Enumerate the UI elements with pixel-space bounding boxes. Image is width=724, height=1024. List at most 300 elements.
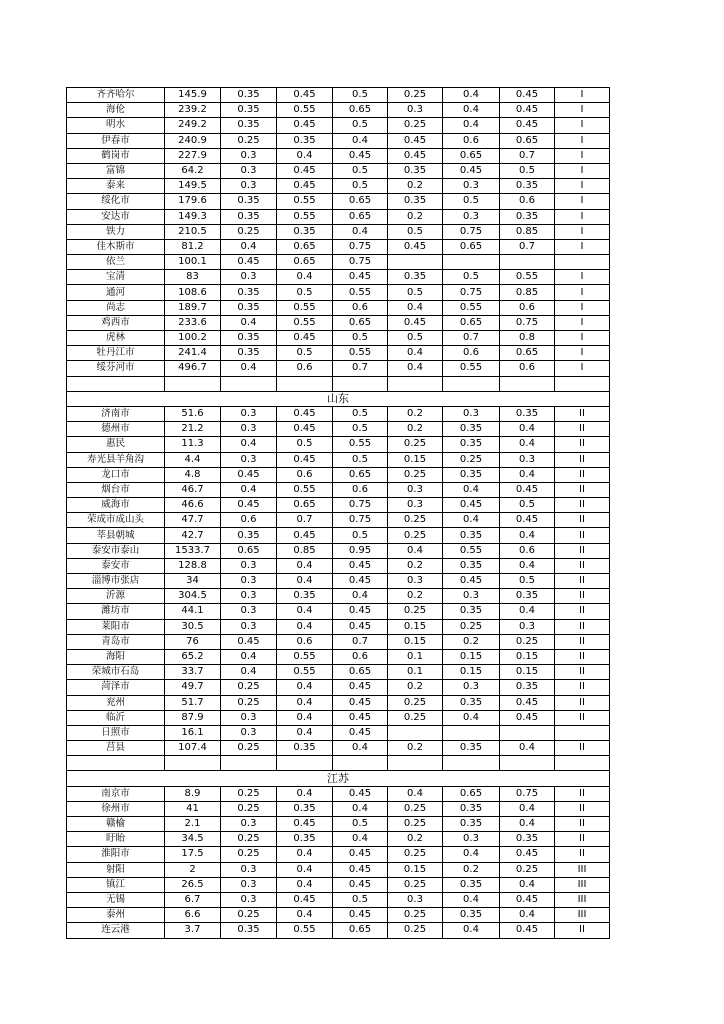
table-cell: 227.9 (165, 148, 221, 163)
table-row (67, 406, 610, 421)
table-cell: 0.3 (221, 422, 277, 437)
table-cell: 0.25 (388, 877, 443, 892)
table-cell: II (555, 406, 610, 421)
table-cell: 0.4 (333, 589, 388, 604)
table-cell: 0.2 (388, 558, 443, 573)
table-cell: 0.55 (277, 103, 333, 118)
table-cell: I (555, 361, 610, 376)
table-row (67, 725, 610, 740)
table-cell: 0.4 (221, 482, 277, 497)
table-cell: 189.7 (165, 300, 221, 315)
table-cell: I (555, 163, 610, 178)
table-cell: 0.5 (388, 285, 443, 300)
table-cell: 0.4 (221, 239, 277, 254)
table-cell: 0.45 (500, 118, 555, 133)
table-cell: 0.35 (221, 923, 277, 938)
table-cell: 249.2 (165, 118, 221, 133)
table-cell: 0.7 (333, 361, 388, 376)
table-cell: 0.5 (443, 194, 500, 209)
table-cell: 0.6 (277, 361, 333, 376)
table-cell: 0.4 (500, 801, 555, 816)
table-cell: 0.4 (500, 437, 555, 452)
table-cell: I (555, 103, 610, 118)
table-cell: 0.75 (333, 498, 388, 513)
table-cell: 0.65 (333, 194, 388, 209)
table-cell: 0.4 (333, 133, 388, 148)
table-cell: 0.65 (221, 543, 277, 558)
table-cell: 0.75 (333, 239, 388, 254)
table-cell: 0.35 (443, 437, 500, 452)
table-cell: 0.3 (443, 209, 500, 224)
table-row (67, 710, 610, 725)
table-cell: 0.6 (500, 361, 555, 376)
table-cell: 65.2 (165, 649, 221, 664)
table-row (67, 634, 610, 649)
table-cell: 0.25 (221, 801, 277, 816)
station-name-cell: 依兰 (67, 255, 165, 270)
table-cell: 0.25 (443, 452, 500, 467)
table-cell: 0.25 (500, 862, 555, 877)
table-cell (277, 376, 333, 391)
table-cell: 149.3 (165, 209, 221, 224)
table-row (67, 437, 610, 452)
table-cell: 0.15 (443, 649, 500, 664)
table-cell: 0.7 (500, 148, 555, 163)
table-cell (555, 725, 610, 740)
station-name-cell: 齐齐哈尔 (67, 88, 165, 103)
table-cell: 0.25 (388, 695, 443, 710)
table-cell: II (555, 923, 610, 938)
station-name-cell: 惠民 (67, 437, 165, 452)
wind-snow-pressure-table (66, 87, 610, 939)
table-row (67, 619, 610, 634)
table-cell: 0.55 (333, 346, 388, 361)
table-cell: I (555, 148, 610, 163)
table-cell (443, 376, 500, 391)
table-cell: 0.85 (277, 543, 333, 558)
table-cell: 0.3 (221, 892, 277, 907)
table-cell (500, 376, 555, 391)
table-cell: 3.7 (165, 923, 221, 938)
table-cell: II (555, 498, 610, 513)
table-cell: 0.35 (443, 604, 500, 619)
table-cell: 0.5 (333, 406, 388, 421)
table-row (67, 604, 610, 619)
table-cell: II (555, 513, 610, 528)
table-cell: 0.2 (443, 862, 500, 877)
table-cell: 11.3 (165, 437, 221, 452)
station-name-cell: 海阳 (67, 649, 165, 664)
table-cell: 0.35 (221, 300, 277, 315)
table-cell: 0.5 (277, 285, 333, 300)
table-row (67, 467, 610, 482)
table-cell: 0.45 (333, 786, 388, 801)
table-cell: 0.5 (333, 452, 388, 467)
station-name-cell: 连云港 (67, 923, 165, 938)
table-cell: II (555, 422, 610, 437)
table-cell: II (555, 710, 610, 725)
table-row (67, 224, 610, 239)
table-cell: 0.3 (500, 452, 555, 467)
table-cell: 0.15 (388, 862, 443, 877)
table-cell: I (555, 300, 610, 315)
table-cell: 0.55 (277, 209, 333, 224)
table-cell: 0.4 (500, 741, 555, 756)
table-row (67, 346, 610, 361)
table-cell: 0.5 (500, 163, 555, 178)
station-name-cell: 海伦 (67, 103, 165, 118)
table-cell: 0.45 (333, 619, 388, 634)
table-cell: 0.3 (443, 406, 500, 421)
table-row (67, 786, 610, 801)
table-cell: 0.65 (277, 498, 333, 513)
station-name-cell: 淄博市张店 (67, 574, 165, 589)
table-cell: II (555, 695, 610, 710)
table-cell: 108.6 (165, 285, 221, 300)
table-cell: 2.1 (165, 817, 221, 832)
table-cell: 0.45 (221, 255, 277, 270)
table-cell: 0.45 (333, 148, 388, 163)
table-cell: 0.3 (221, 604, 277, 619)
table-cell: 0.4 (277, 270, 333, 285)
table-cell: 0.35 (388, 163, 443, 178)
table-cell: 0.7 (277, 513, 333, 528)
table-cell: 0.45 (500, 710, 555, 725)
table-cell: 0.75 (443, 224, 500, 239)
station-name-cell: 宝清 (67, 270, 165, 285)
table-cell: 0.5 (333, 179, 388, 194)
table-cell: 0.55 (500, 270, 555, 285)
table-cell: 0.25 (388, 710, 443, 725)
table-row (67, 179, 610, 194)
table-cell: 0.3 (221, 710, 277, 725)
table-cell: 496.7 (165, 361, 221, 376)
table-row (67, 331, 610, 346)
table-cell: 179.6 (165, 194, 221, 209)
table-cell: 0.45 (500, 482, 555, 497)
table-cell: 210.5 (165, 224, 221, 239)
station-name-cell: 绥芬河市 (67, 361, 165, 376)
table-cell: 0.45 (333, 604, 388, 619)
table-cell: 0.45 (333, 270, 388, 285)
station-name-cell: 赣榆 (67, 817, 165, 832)
table-cell: 0.3 (443, 832, 500, 847)
table-cell: 0.6 (500, 194, 555, 209)
station-name-cell: 虎林 (67, 331, 165, 346)
table-cell: 0.65 (443, 239, 500, 254)
table-cell: II (555, 649, 610, 664)
table-cell: 0.65 (500, 133, 555, 148)
table-cell: 0.4 (277, 680, 333, 695)
table-row (67, 680, 610, 695)
table-cell: 0.4 (277, 786, 333, 801)
table-cell: 0.4 (277, 558, 333, 573)
table-row (67, 163, 610, 178)
table-cell (443, 255, 500, 270)
table-cell: 0.35 (221, 528, 277, 543)
table-cell: 0.4 (443, 710, 500, 725)
table-cell: II (555, 634, 610, 649)
table-cell: I (555, 285, 610, 300)
table-cell: 0.95 (333, 543, 388, 558)
table-cell: 0.3 (221, 179, 277, 194)
table-cell: 0.4 (333, 741, 388, 756)
table-cell: 0.15 (443, 665, 500, 680)
table-cell: 0.4 (500, 604, 555, 619)
table-row (67, 133, 610, 148)
table-cell: 0.65 (333, 209, 388, 224)
table-cell: 0.55 (277, 300, 333, 315)
table-cell: I (555, 315, 610, 330)
table-cell: 0.5 (500, 574, 555, 589)
table-cell: 0.7 (500, 239, 555, 254)
table-cell: 0.45 (388, 239, 443, 254)
table-cell: 0.4 (277, 604, 333, 619)
table-cell: 0.45 (443, 163, 500, 178)
station-name-cell: 沂源 (67, 589, 165, 604)
table-cell (333, 756, 388, 771)
table-cell: 0.3 (221, 877, 277, 892)
table-cell: 0.6 (333, 482, 388, 497)
table-cell: 0.4 (500, 877, 555, 892)
station-name-cell: 安达市 (67, 209, 165, 224)
table-row (67, 513, 610, 528)
table-cell: 100.1 (165, 255, 221, 270)
table-cell: 0.45 (333, 862, 388, 877)
table-cell: 0.75 (500, 315, 555, 330)
station-name-cell: 荣成市成山头 (67, 513, 165, 528)
table-cell: III (555, 908, 610, 923)
table-cell: 0.4 (388, 786, 443, 801)
table-cell: 0.65 (443, 315, 500, 330)
table-cell: 0.65 (500, 346, 555, 361)
table-cell: 0.3 (388, 482, 443, 497)
table-cell: 0.2 (388, 589, 443, 604)
table-cell: 0.2 (388, 832, 443, 847)
table-cell: 0.5 (333, 817, 388, 832)
table-cell: III (555, 892, 610, 907)
table-row (67, 103, 610, 118)
table-row (67, 285, 610, 300)
table-cell: 0.45 (333, 695, 388, 710)
table-cell: 0.6 (500, 300, 555, 315)
table-cell: 0.35 (443, 422, 500, 437)
table-cell (333, 376, 388, 391)
table-cell: 0.15 (388, 619, 443, 634)
table-row (67, 239, 610, 254)
table-cell: 0.3 (388, 498, 443, 513)
table-cell: 0.3 (221, 406, 277, 421)
table-cell: 0.5 (333, 331, 388, 346)
table-cell: 0.3 (388, 574, 443, 589)
table-cell: 0.6 (221, 513, 277, 528)
table-cell: 0.4 (443, 103, 500, 118)
table-cell: 0.35 (277, 133, 333, 148)
table-cell (555, 255, 610, 270)
table-cell: 0.45 (221, 634, 277, 649)
table-cell: 46.6 (165, 498, 221, 513)
table-cell: 0.4 (500, 422, 555, 437)
table-cell: 0.6 (277, 467, 333, 482)
table-cell: 0.35 (221, 118, 277, 133)
table-cell: 0.35 (443, 801, 500, 816)
table-cell: 0.6 (443, 346, 500, 361)
table-cell: 0.4 (277, 862, 333, 877)
table-cell: 0.55 (443, 300, 500, 315)
table-cell: 41 (165, 801, 221, 816)
table-row (67, 315, 610, 330)
station-name-cell: 荣城市石岛 (67, 665, 165, 680)
table-row (67, 376, 610, 391)
table-cell: II (555, 801, 610, 816)
table-cell: 0.65 (277, 255, 333, 270)
station-name-cell: 日照市 (67, 725, 165, 740)
table-row (67, 543, 610, 558)
table-cell: 0.25 (388, 817, 443, 832)
table-cell: 0.25 (221, 786, 277, 801)
table-cell: I (555, 194, 610, 209)
table-cell: 0.45 (500, 892, 555, 907)
table-cell: 0.45 (333, 710, 388, 725)
table-cell: 0.45 (221, 498, 277, 513)
table-cell: 0.25 (221, 847, 277, 862)
table-row (67, 589, 610, 604)
table-row (67, 482, 610, 497)
table-cell: 34 (165, 574, 221, 589)
table-cell: 240.9 (165, 133, 221, 148)
table-cell: 0.45 (277, 452, 333, 467)
table-cell: 81.2 (165, 239, 221, 254)
table-cell: 0.25 (221, 832, 277, 847)
table-cell: 0.45 (333, 877, 388, 892)
table-cell (165, 756, 221, 771)
table-cell: 0.75 (443, 285, 500, 300)
station-name-cell: 济南市 (67, 406, 165, 421)
table-cell: 241.4 (165, 346, 221, 361)
table-cell: 44.1 (165, 604, 221, 619)
station-name-cell (67, 756, 165, 771)
table-cell: 0.7 (333, 634, 388, 649)
table-cell: 0.4 (221, 361, 277, 376)
station-name-cell: 泰安市泰山 (67, 543, 165, 558)
station-name-cell: 无锡 (67, 892, 165, 907)
table-cell: 0.35 (277, 801, 333, 816)
table-cell: 0.65 (333, 665, 388, 680)
table-cell: 87.9 (165, 710, 221, 725)
table-cell: III (555, 862, 610, 877)
table-cell: 0.25 (221, 133, 277, 148)
table-cell: 0.35 (443, 695, 500, 710)
table-cell: 0.65 (333, 467, 388, 482)
station-name-cell: 莱阳市 (67, 619, 165, 634)
table-cell: 0.4 (500, 817, 555, 832)
table-cell: 0.5 (333, 163, 388, 178)
table-cell (555, 376, 610, 391)
station-name-cell: 临沂 (67, 710, 165, 725)
table-cell: II (555, 665, 610, 680)
table-cell (500, 756, 555, 771)
table-cell: 64.2 (165, 163, 221, 178)
table-cell: 0.35 (443, 817, 500, 832)
table-cell: 76 (165, 634, 221, 649)
table-cell: 0.25 (388, 528, 443, 543)
table-cell: 0.3 (221, 270, 277, 285)
table-cell: 0.45 (277, 892, 333, 907)
table-cell: 0.3 (221, 574, 277, 589)
table-cell: 0.3 (221, 452, 277, 467)
table-cell: 0.25 (500, 634, 555, 649)
table-cell: 0.45 (388, 133, 443, 148)
table-cell: 0.35 (500, 406, 555, 421)
table-cell: 0.4 (277, 574, 333, 589)
table-cell: II (555, 482, 610, 497)
table-cell: I (555, 118, 610, 133)
table-cell: 0.35 (500, 179, 555, 194)
table-cell: 0.25 (388, 467, 443, 482)
table-cell: 0.25 (388, 118, 443, 133)
table-cell: 1533.7 (165, 543, 221, 558)
table-cell: 0.35 (443, 908, 500, 923)
table-cell: 0.1 (388, 649, 443, 664)
table-cell: I (555, 209, 610, 224)
table-cell (221, 756, 277, 771)
table-cell: 0.4 (221, 437, 277, 452)
table-cell: 0.6 (277, 634, 333, 649)
table-cell: 0.3 (221, 589, 277, 604)
table-cell: 0.55 (443, 361, 500, 376)
section-title: 山东 (67, 391, 610, 406)
table-row (67, 649, 610, 664)
table-cell: 0.45 (500, 88, 555, 103)
section-header-row (67, 391, 610, 406)
table-row (67, 574, 610, 589)
table-cell: 107.4 (165, 741, 221, 756)
table-cell: 0.3 (388, 892, 443, 907)
table-row (67, 148, 610, 163)
table-cell: 0.7 (443, 331, 500, 346)
table-cell: 0.65 (443, 148, 500, 163)
table-cell: 0.15 (500, 649, 555, 664)
table-cell: 0.55 (277, 315, 333, 330)
table-row (67, 877, 610, 892)
table-row (67, 528, 610, 543)
table-cell: 0.3 (443, 179, 500, 194)
table-cell: 0.6 (333, 300, 388, 315)
table-cell: 0.4 (277, 619, 333, 634)
table-cell: 0.4 (443, 513, 500, 528)
station-name-cell: 明水 (67, 118, 165, 133)
table-cell: 0.4 (443, 118, 500, 133)
table-cell: 0.55 (277, 194, 333, 209)
table-cell: 21.2 (165, 422, 221, 437)
table-cell: 0.4 (277, 908, 333, 923)
table-cell: II (555, 528, 610, 543)
table-cell: 0.4 (221, 665, 277, 680)
table-cell: 0.2 (388, 422, 443, 437)
table-cell: 0.15 (388, 634, 443, 649)
table-row (67, 817, 610, 832)
table-row (67, 452, 610, 467)
station-name-cell: 牡丹江市 (67, 346, 165, 361)
table-cell: 128.8 (165, 558, 221, 573)
table-cell: 0.4 (388, 346, 443, 361)
table-cell: 0.15 (388, 452, 443, 467)
table-cell: 0.4 (277, 695, 333, 710)
table-cell: 0.35 (500, 589, 555, 604)
table-cell: 304.5 (165, 589, 221, 604)
table-cell: 100.2 (165, 331, 221, 346)
table-cell: 51.7 (165, 695, 221, 710)
